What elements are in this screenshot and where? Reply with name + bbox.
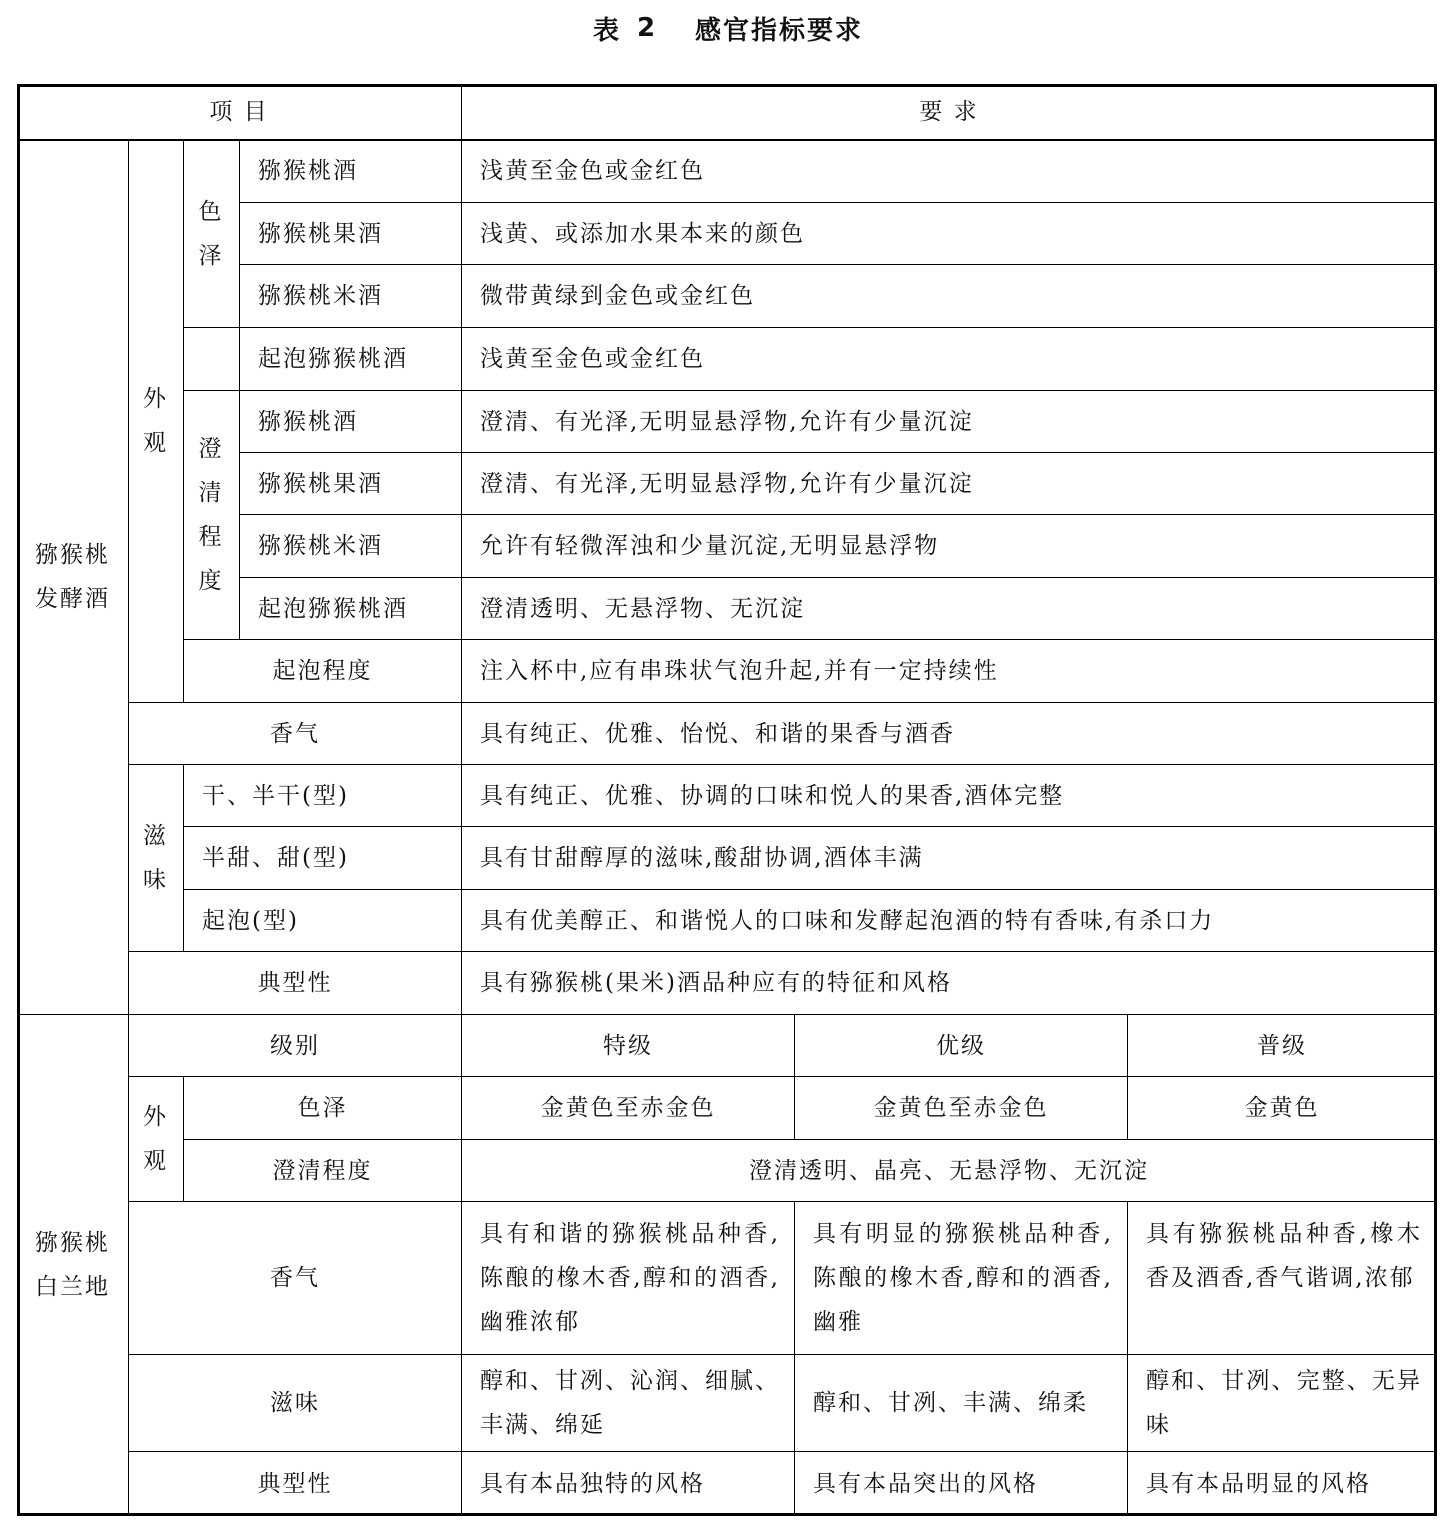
brandy-color-superior: 金黄色至赤金色	[795, 1077, 1128, 1140]
brandy-taste-special: 醇和、甘冽、沁润、细腻、丰满、绵延	[462, 1355, 795, 1452]
fermented-row-item: 猕猴桃果酒	[240, 453, 462, 515]
fermented-row-item: 猕猴桃米酒	[240, 265, 462, 328]
brandy-color-special: 金黄色至赤金色	[462, 1077, 795, 1140]
brandy-clarity-all: 澄清透明、晶亮、无悬浮物、无沉淀	[462, 1140, 1437, 1202]
brandy-clarity-item: 澄清程度	[184, 1140, 462, 1202]
fermented-row-item: 猕猴桃酒	[240, 391, 462, 453]
fermented-row-req: 微带黄绿到金色或金红色	[462, 265, 1437, 328]
fermented-clarity	[184, 391, 240, 640]
fermented-row-req: 浅黄至金色或金红色	[462, 328, 1437, 391]
brandy-color-ordinary: 金黄色	[1128, 1077, 1437, 1140]
header-requirement: 要 求	[462, 84, 1437, 140]
brandy-taste-superior: 醇和、甘冽、丰满、绵柔	[795, 1355, 1128, 1452]
fermented-row-req: 澄清、有光泽,无明显悬浮物,允许有少量沉淀	[462, 453, 1437, 515]
brandy-aroma-ordinary: 具有猕猴桃品种香,橡木香及酒香,香气谐调,浓郁	[1128, 1202, 1437, 1355]
fermented-foaming-item: 起泡程度	[184, 640, 462, 703]
fermented-appearance	[129, 140, 184, 703]
fermented-taste-label: 滋味	[143, 823, 168, 893]
fermented-taste-req: 具有优美醇正、和谐悦人的口味和发酵起泡酒的特有香味,有杀口力	[462, 890, 1437, 952]
brandy-appearance	[129, 1077, 184, 1202]
fermented-typicality-req: 具有猕猴桃(果米)酒品种应有的特征和风格	[462, 952, 1437, 1015]
brandy-grade-label: 级别	[129, 1015, 462, 1077]
fermented-taste-item: 干、半干(型)	[184, 765, 462, 827]
fermented-taste-req: 具有甘甜醇厚的滋味,酸甜协调,酒体丰满	[462, 827, 1437, 890]
brandy-typicality-ordinary: 具有本品明显的风格	[1128, 1452, 1437, 1516]
brandy-taste-item: 滋味	[129, 1355, 462, 1452]
fermented-row-item: 猕猴桃果酒	[240, 203, 462, 265]
brandy-category	[17, 1015, 129, 1516]
brandy-appearance-label: 外观	[143, 1104, 168, 1174]
fermented-taste-item: 半甜、甜(型)	[184, 827, 462, 890]
fermented-blank-cell	[184, 328, 240, 391]
table-title-text: 感官指标要求	[695, 15, 864, 46]
brandy-grade-ordinary: 普级	[1128, 1015, 1437, 1077]
brandy-color-item: 色泽	[184, 1077, 462, 1140]
fermented-row-req: 允许有轻微浑浊和少量沉淀,无明显悬浮物	[462, 515, 1437, 578]
brandy-typicality-special: 具有本品独特的风格	[462, 1452, 795, 1516]
fermented-category	[17, 140, 129, 1015]
brandy-grade-superior: 优级	[795, 1015, 1128, 1077]
fermented-row-item: 起泡猕猴桃酒	[240, 578, 462, 640]
fermented-color	[184, 140, 240, 328]
fermented-row-item: 猕猴桃米酒	[240, 515, 462, 578]
fermented-typicality-item: 典型性	[129, 952, 462, 1015]
brandy-aroma-superior: 具有明显的猕猴桃品种香,陈酿的橡木香,醇和的酒香,幽雅	[795, 1202, 1128, 1355]
fermented-row-req: 澄清透明、无悬浮物、无沉淀	[462, 578, 1437, 640]
brandy-aroma-special: 具有和谐的猕猴桃品种香,陈酿的橡木香,醇和的酒香,幽雅浓郁	[462, 1202, 795, 1355]
fermented-row-req: 澄清、有光泽,无明显悬浮物,允许有少量沉淀	[462, 391, 1437, 453]
brandy-typicality-superior: 具有本品突出的风格	[795, 1452, 1128, 1516]
fermented-row-req: 浅黄至金色或金红色	[462, 140, 1437, 203]
brandy-grade-special: 特级	[462, 1015, 795, 1077]
fermented-foaming-req: 注入杯中,应有串珠状气泡升起,并有一定持续性	[462, 640, 1437, 703]
fermented-row-item: 起泡猕猴桃酒	[240, 328, 462, 391]
fermented-category-label: 猕猴桃发酵酒	[35, 542, 110, 612]
fermented-appearance-label: 外观	[143, 386, 168, 456]
fermented-clarity-label: 澄清程度	[198, 436, 224, 594]
fermented-aroma-item: 香气	[129, 703, 462, 765]
brandy-category-label: 猕猴桃白兰地	[35, 1230, 110, 1300]
brandy-aroma-item: 香气	[129, 1202, 462, 1355]
fermented-aroma-req: 具有纯正、优雅、怡悦、和谐的果香与酒香	[462, 703, 1437, 765]
brandy-typicality-item: 典型性	[129, 1452, 462, 1516]
table-title-label: 表	[592, 15, 621, 46]
fermented-row-item: 猕猴桃酒	[240, 140, 462, 203]
fermented-color-label: 色泽	[198, 198, 224, 269]
table-title	[0, 8, 1456, 48]
header-item: 项 目	[17, 84, 462, 140]
brandy-taste-ordinary: 醇和、甘冽、完整、无异味	[1128, 1355, 1437, 1452]
fermented-row-req: 浅黄、或添加水果本来的颜色	[462, 203, 1437, 265]
fermented-taste-item: 起泡(型)	[184, 890, 462, 952]
fermented-taste-req: 具有纯正、优雅、协调的口味和悦人的果香,酒体完整	[462, 765, 1437, 827]
fermented-taste	[129, 765, 184, 952]
table-title-number: 2	[636, 13, 658, 43]
